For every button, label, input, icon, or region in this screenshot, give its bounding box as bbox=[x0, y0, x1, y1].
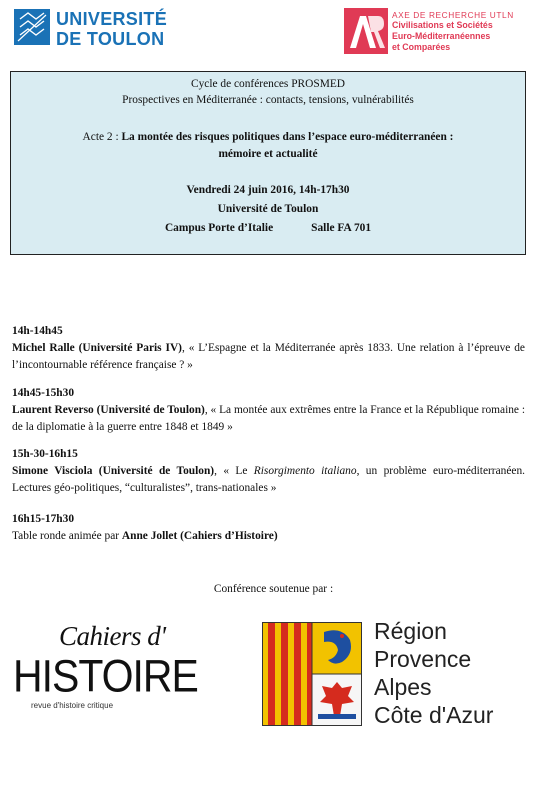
programme-text bbox=[12, 528, 525, 545]
region-paca-logo bbox=[262, 618, 542, 728]
axe-de-recherche-logo bbox=[344, 8, 540, 64]
university-name-line2: DE TOULON bbox=[56, 29, 165, 49]
region-name-line2: Provence bbox=[374, 646, 472, 672]
event-place: Université de Toulon bbox=[217, 203, 319, 215]
cahiers-script-text: Cahiers d' bbox=[59, 621, 166, 651]
programme-item bbox=[12, 385, 525, 436]
acte-title-line2: mémoire et actualité bbox=[218, 148, 318, 160]
programme-talk-italic: Risorgimento italiano bbox=[253, 465, 357, 477]
cahiers-histoire-logo bbox=[13, 621, 218, 711]
programme-time: 15h-30-16h15 bbox=[12, 448, 78, 460]
acte-prefix: Acte 2 : bbox=[82, 131, 122, 143]
programme-talk-pre: Table ronde animée par bbox=[12, 530, 122, 542]
programme-time: 14h-14h45 bbox=[12, 325, 63, 337]
programme-text bbox=[12, 463, 525, 497]
programme-speaker: Simone Visciola (Université de Toulon) bbox=[12, 465, 215, 477]
cycle-subtitle: Prospectives en Méditerranée : contacts, tensions, vulnérabilités bbox=[122, 94, 414, 106]
university-emblem-icon bbox=[14, 9, 50, 45]
universite-de-toulon-logo bbox=[14, 9, 184, 51]
cahiers-subtitle: revue d'histoire critique bbox=[31, 701, 114, 710]
axe-label: AXE DE RECHERCHE UTLN bbox=[392, 10, 514, 20]
programme-text bbox=[12, 402, 525, 436]
event-room: Salle FA 701 bbox=[311, 222, 372, 234]
region-name-line3: Alpes bbox=[374, 674, 432, 700]
programme-speaker: Anne Jollet (Cahiers d’Histoire) bbox=[121, 530, 278, 542]
university-name-line1: UNIVERSITÉ bbox=[56, 9, 168, 29]
programme-time: 16h15-17h30 bbox=[12, 513, 75, 525]
event-info-box bbox=[10, 71, 526, 255]
support-text: Conférence soutenue par : bbox=[213, 583, 334, 595]
axe-title-line1: Civilisations et Sociétés bbox=[392, 20, 493, 30]
cahiers-big-text: HISTOIRE bbox=[13, 651, 198, 702]
programme-item bbox=[12, 511, 525, 545]
acte-title-line1: La montée des risques politiques dans l’espace euro-méditerranéen : bbox=[121, 131, 454, 143]
programme-talk-pre: , « Le bbox=[214, 465, 254, 477]
event-date: Vendredi 24 juin 2016, 14h-17h30 bbox=[186, 184, 350, 196]
acte-title bbox=[11, 131, 525, 143]
cycle-title: Cycle de conférences PROSMED bbox=[190, 78, 346, 90]
axe-title-line2: Euro-Méditerranéennes bbox=[392, 31, 491, 41]
axe-title-line3: et Comparées bbox=[392, 42, 451, 52]
region-name-line4: Côte d'Azur bbox=[374, 702, 494, 728]
event-location bbox=[11, 222, 525, 234]
event-campus: Campus Porte d’Italie bbox=[164, 222, 274, 234]
region-name-line1: Région bbox=[374, 618, 447, 644]
programme-talk: , « La montée aux extrêmes entre la France et la République romaine : de la diplomatie à la guerre entre 1848 et 1849 » bbox=[12, 404, 526, 433]
programme-item bbox=[12, 446, 525, 497]
programme-item bbox=[12, 323, 525, 374]
programme-speaker: Laurent Reverso (Université de Toulon) bbox=[12, 404, 205, 416]
programme-time: 14h45-15h30 bbox=[12, 387, 75, 399]
programme-speaker: Michel Ralle (Université Paris IV) bbox=[12, 342, 182, 354]
programme-text bbox=[12, 340, 525, 374]
axe-emblem-icon bbox=[344, 8, 388, 54]
programme-talk: , « L’Espagne et la Méditerranée après 1833. Une relation à l’épreuve de l’incontournable référence française ? » bbox=[12, 342, 525, 371]
acte-title-line2-row bbox=[11, 148, 525, 160]
programme-talk-post: , un problème euro-méditerranéen. Lectures géo-politiques, “culturalistes”, trans-nationales » bbox=[12, 465, 525, 494]
region-coat-of-arms-icon bbox=[262, 622, 362, 726]
